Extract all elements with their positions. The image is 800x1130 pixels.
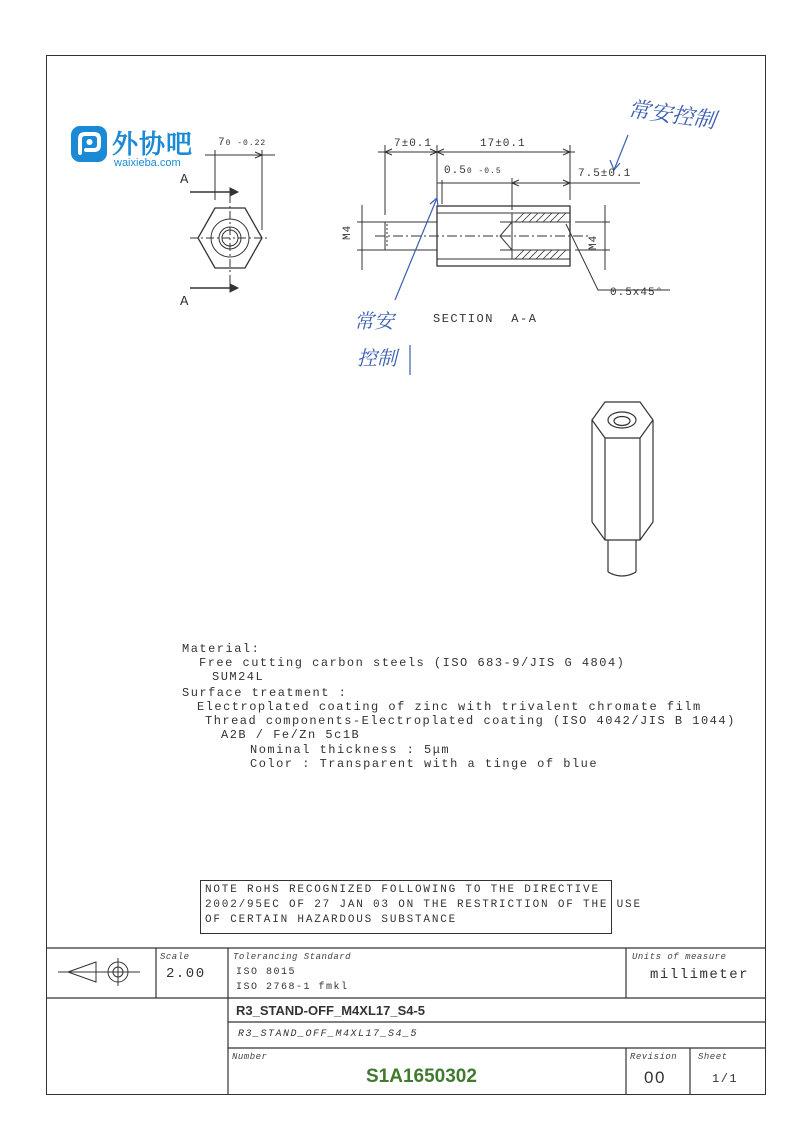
logo-name: 外协吧 [112,130,194,160]
section-view [357,145,670,290]
chamfer-dim: 0.5x45° [610,287,664,299]
sheet-value: 1/1 [712,1072,739,1086]
material-label: Material: [182,642,261,656]
material-line: Free cutting carbon steels (ISO 683-9/JIS G 4804) [199,656,626,670]
note-line-2: 2002/95EC OF 27 JAN 03 ON THE RESTRICTION OF THE USE [205,899,642,911]
revision-label: Revision [630,1052,678,1062]
handwritten-note-left-1: 常安 [354,309,394,333]
units-label: Units of measure [632,952,727,962]
drawing-number: S1A1650302 [366,1066,477,1087]
left-length-dim: 7±0.1 [394,138,433,150]
gap-dim: 0.50 -0.5 [444,165,502,177]
sheet-label: Sheet [698,1052,728,1062]
revision-value: 00 [644,1068,666,1087]
body-length-dim: 17±0.1 [480,138,526,150]
thickness: Nominal thickness : 5μm [250,743,451,757]
isometric-view [592,402,653,576]
surface-line: Electroplated coating of zinc with trivalent chromate film [197,700,702,714]
surface-label: Surface treatment : [182,686,348,700]
part-name: R3_STAND-OFF_M4XL17_S4-5 [236,1003,426,1018]
section-label: SECTION A-A [433,312,538,326]
coating-code: A2B / Fe/Zn 5c1B [221,728,361,742]
tolerancing-label: Tolerancing Standard [233,952,352,962]
hex-end-view [190,150,275,292]
handwritten-note-left-2: 控制 [357,346,397,370]
note-line-3: OF CERTAIN HAZARDOUS SUBSTANCE [205,914,458,926]
tolerancing-1: ISO 8015 [236,967,297,978]
section-mark-top: A [180,172,190,188]
color-spec: Color : Transparent with a tinge of blue [250,757,599,771]
hex-width-dim: 70 -0.22 [218,137,267,149]
thread-line: Thread components-Electroplated coating (ISO 4042/JIS B 1044) [205,714,736,728]
thread-depth-dim: 7.5±0.1 [578,168,632,180]
thread-right-dim: M4 [588,234,600,250]
thread-left-dim: M4 [342,224,354,240]
scale-label: Scale [160,952,190,962]
scale-value: 2.00 [166,966,206,982]
section-mark-bottom: A [180,294,190,310]
units-value: millimeter [650,967,750,983]
number-label: Number [232,1052,268,1062]
rohs-note-box [200,880,642,934]
tolerancing-2: ISO 2768-1 fmkl [236,982,349,993]
projection-symbol [58,958,140,986]
part-name-2: R3_STAND_OFF_M4XL17_S4_5 [238,1029,419,1040]
handwritten-note-top: 常安控制 [626,96,718,134]
material-grade: SUM24L [212,670,265,684]
logo-domain: waixieba.com [114,157,181,169]
note-line-1: NOTE RoHS RECOGNIZED FOLLOWING TO THE DIRECTIVE [205,884,600,896]
